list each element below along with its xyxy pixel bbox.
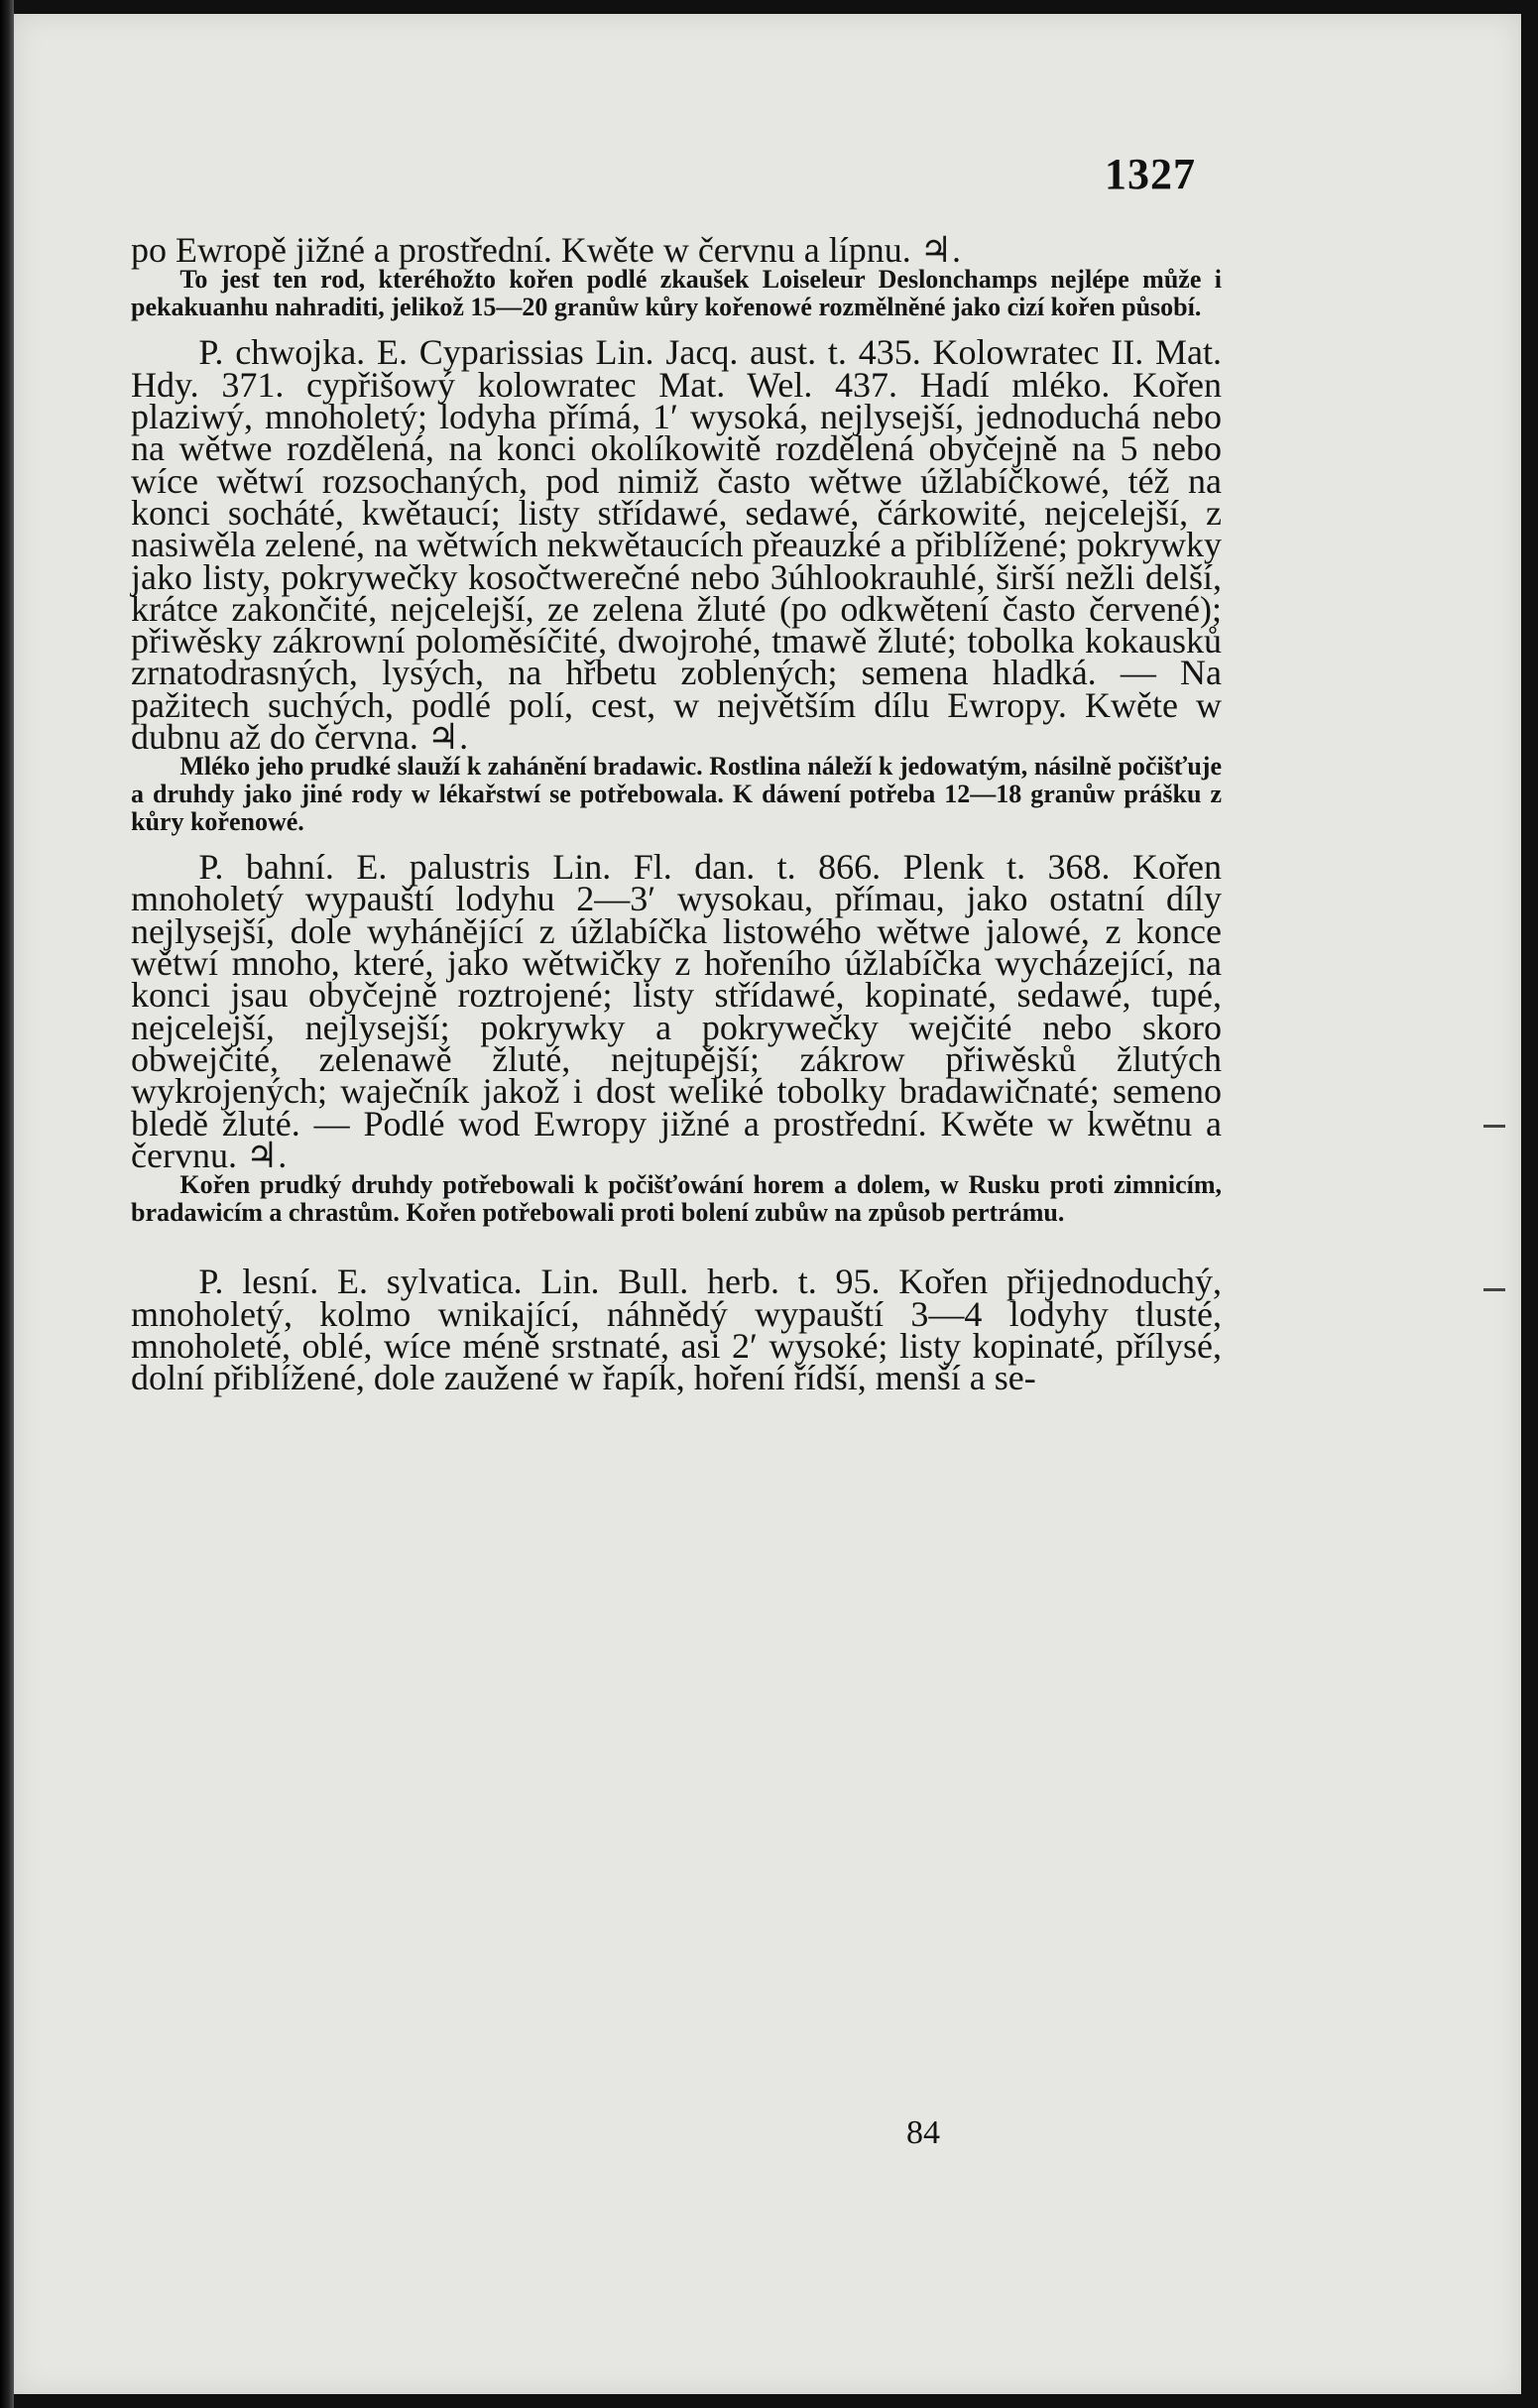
margin-mark bbox=[1483, 1288, 1505, 1291]
page-text bbox=[131, 230, 1222, 1398]
page-number: 1327 bbox=[1105, 150, 1196, 198]
book-page bbox=[14, 14, 1521, 2394]
signature-mark: 84 bbox=[906, 2114, 940, 2151]
note-koren-prudky: Kořen prudký druhdy potřebowali k počišťowání horem a dolem, w Rusku proti zimnicím, bradawicím a chrastům. Kořen potřebowali proti bolení zubůw na způsob pertrámu. bbox=[131, 1170, 1222, 1227]
note-mleko: Mléko jeho prudké slauží k zahánění bradawic. Rostlina náleží k jedowatým, násilně počišťuje a druhdy jako jiné rody w lékařstwí se potřebowala. K dáwení potřeba 12—18 granůw prášku z kůry kořenowé. bbox=[131, 752, 1222, 836]
paragraph-bahni: P. bahní. E. palustris Lin. Fl. dan. t. 866. Plenk t. 368. Kořen mnoholetý wypauští lodyhu 2—3′ wysokau, přímau, jako ostatní díly nejlysejší, dole wyhánějící z úžlabíčka listowého wětwe jalowé, z konce wětwí mnoho, které, jako wětwičky z hořeního úžlabíčka wycházející, na konci jsau obyčejně roztrojené; listy střídawé, kopinaté, sedawé, tupé, nejcelejší, nejlysejší; pokrywky a pokrywečky wejčité nebo skoro obwejčité, zelenawě žluté, nejtupější; zákrow přiwěsků žlutých wykrojených; waječník jakož i dost weliké tobolky bradawičnaté; semeno bledě žluté. — Podlé wod Ewropy jižné a prostřední. Kwěte w kwětnu a červnu. ♃. bbox=[131, 847, 1222, 1175]
scan-left-edge bbox=[0, 0, 14, 2408]
margin-mark bbox=[1483, 1125, 1505, 1128]
paragraph-intro: po Ewropě jižné a prostřední. Kwěte w červnu a lípnu. ♃. bbox=[131, 230, 962, 270]
note-pekakuanha: To jest ten rod, kteréhožto kořen podlé zkaušek Loiseleur Deslonchamps nejlépe může i pekakuanhu nahraditi, jelikož 15—20 granůw kůry kořenowé rozmělněné jako cizí kořen působí. bbox=[131, 265, 1222, 321]
paragraph-chwojka: P. chwojka. E. Cyparissias Lin. Jacq. aust. t. 435. Kolowratec II. Mat. Hdy. 371. cypřišowý kolowratec Mat. Wel. 437. Hadí mléko. Kořen plaziwý, mnoholetý; lodyha přímá, 1′ wysoká, nejlysejší, jednoduchá nebo na wětwe rozdělená, na konci okolíkowitě rozdělená obyčejně na 5 nebo wíce wětwí rozsochaných, pod nimiž často wětwe úžlabíčkowé, též na konci socháté, kwětaucí; listy střídawé, sedawé, čárkowité, nejcelejší, z nasiwěla zelené, na wětwích nekwětaucích přeauzké a přiblížené; pokrywky jako listy, pokrywečky kosočtwerečné nebo 3úhlookrauhlé, širší nežli delší, krátce zakončité, nejcelejší, ze zelena žluté (po odkwětení často červené); přiwěsky zákrowní poloměsíčité, dwojrohé, tmawě žluté; tobolka kokausků zrnatodrasných, lysých, na hřbetu zoblených; semena hladká. — Na pažitech suchých, podlé polí, cest, w největším dílu Ewropy. Kwěte w dubnu až do června. ♃. bbox=[131, 332, 1222, 758]
paragraph-lesni: P. lesní. E. sylvatica. Lin. Bull. herb. t. 95. Kořen přijednoduchý, mnoholetý, kolmo wnikající, náhnědý wypauští 3—4 lodyhy tlusté, mnoholeté, oblé, wíce méně srstnaté, asi 2′ wysoké; listy kopinaté, přílysé, dolní přiblížené, dole zaužené w řapík, hoření řídší, menší a se- bbox=[131, 1262, 1222, 1398]
